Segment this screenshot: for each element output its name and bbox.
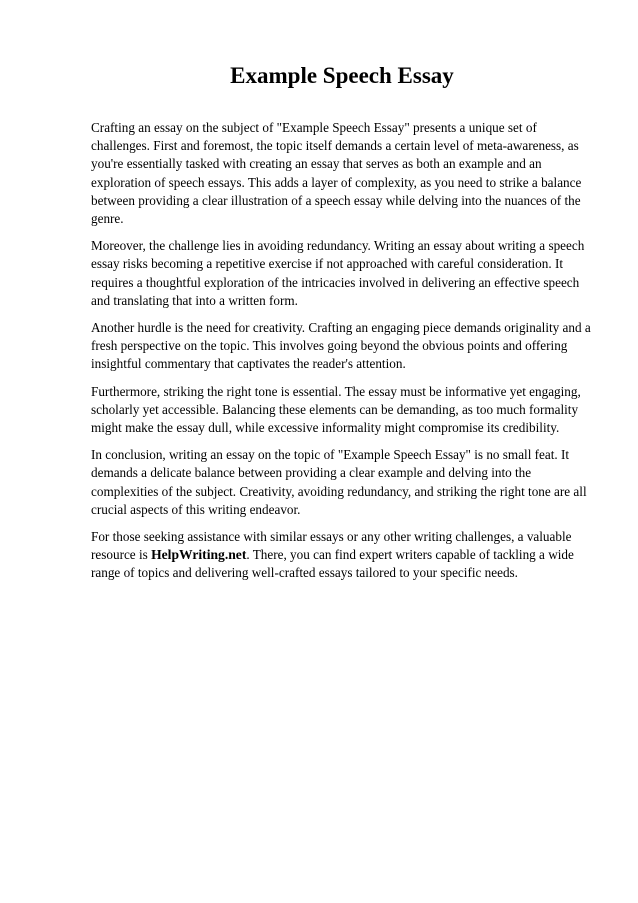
paragraph-tone: Furthermore, striking the right tone is essential. The essay must be informative yet engaging, scholarly yet accessible. Balancing these elements can be demanding, as too much formality might make the essay dull, while excessive informality might compromise its credibility. bbox=[91, 383, 581, 436]
document-body bbox=[91, 119, 591, 592]
paragraph-closing bbox=[91, 528, 591, 583]
paragraph-intro: Crafting an essay on the subject of "Example Speech Essay" presents a unique set of challenges. First and foremost, the topic itself demands a certain level of meta-awareness, as you're essentially tasked with creating an essay that serves as both an example and an exploration of speech essays. This adds a layer of complexity, as you need to strike a balance between providing a clear illustration of a speech essay while delving into the nuances of the genre. bbox=[91, 120, 582, 227]
paragraph-conclusion: In conclusion, writing an essay on the topic of "Example Speech Essay" is no small feat. It demands a delicate balance between providing a clear example and delving into the complexities of the subject. Creativity, avoiding redundancy, and striking the right tone are all crucial aspects of this writing endeavor. bbox=[91, 447, 587, 517]
helpwriting-link[interactable]: HelpWriting.net bbox=[151, 547, 247, 563]
closing-text-before-link: For those seeking assistance with similar essays or any other writing challenges, a valuable resource is bbox=[91, 529, 572, 563]
closing-text-after-link: . There, you can find expert writers capable of tackling a wide range of topics and delivering well-crafted essays tailored to your specific needs. bbox=[91, 547, 574, 581]
paragraph-creativity: Another hurdle is the need for creativity. Crafting an engaging piece demands originality and a fresh perspective on the topic. This involves going beyond the obvious points and offering insightful commentary that captivates the reader's attention. bbox=[91, 320, 591, 372]
paragraph-redundancy: Moreover, the challenge lies in avoiding redundancy. Writing an essay about writing a speech essay risks becoming a repetitive exercise if not approached with careful consideration. It requires a thoughtful exploration of the intricacies involved in delivering an effective speech and translating that into a written form. bbox=[91, 238, 585, 308]
page-title: Example Speech Essay bbox=[230, 63, 454, 88]
